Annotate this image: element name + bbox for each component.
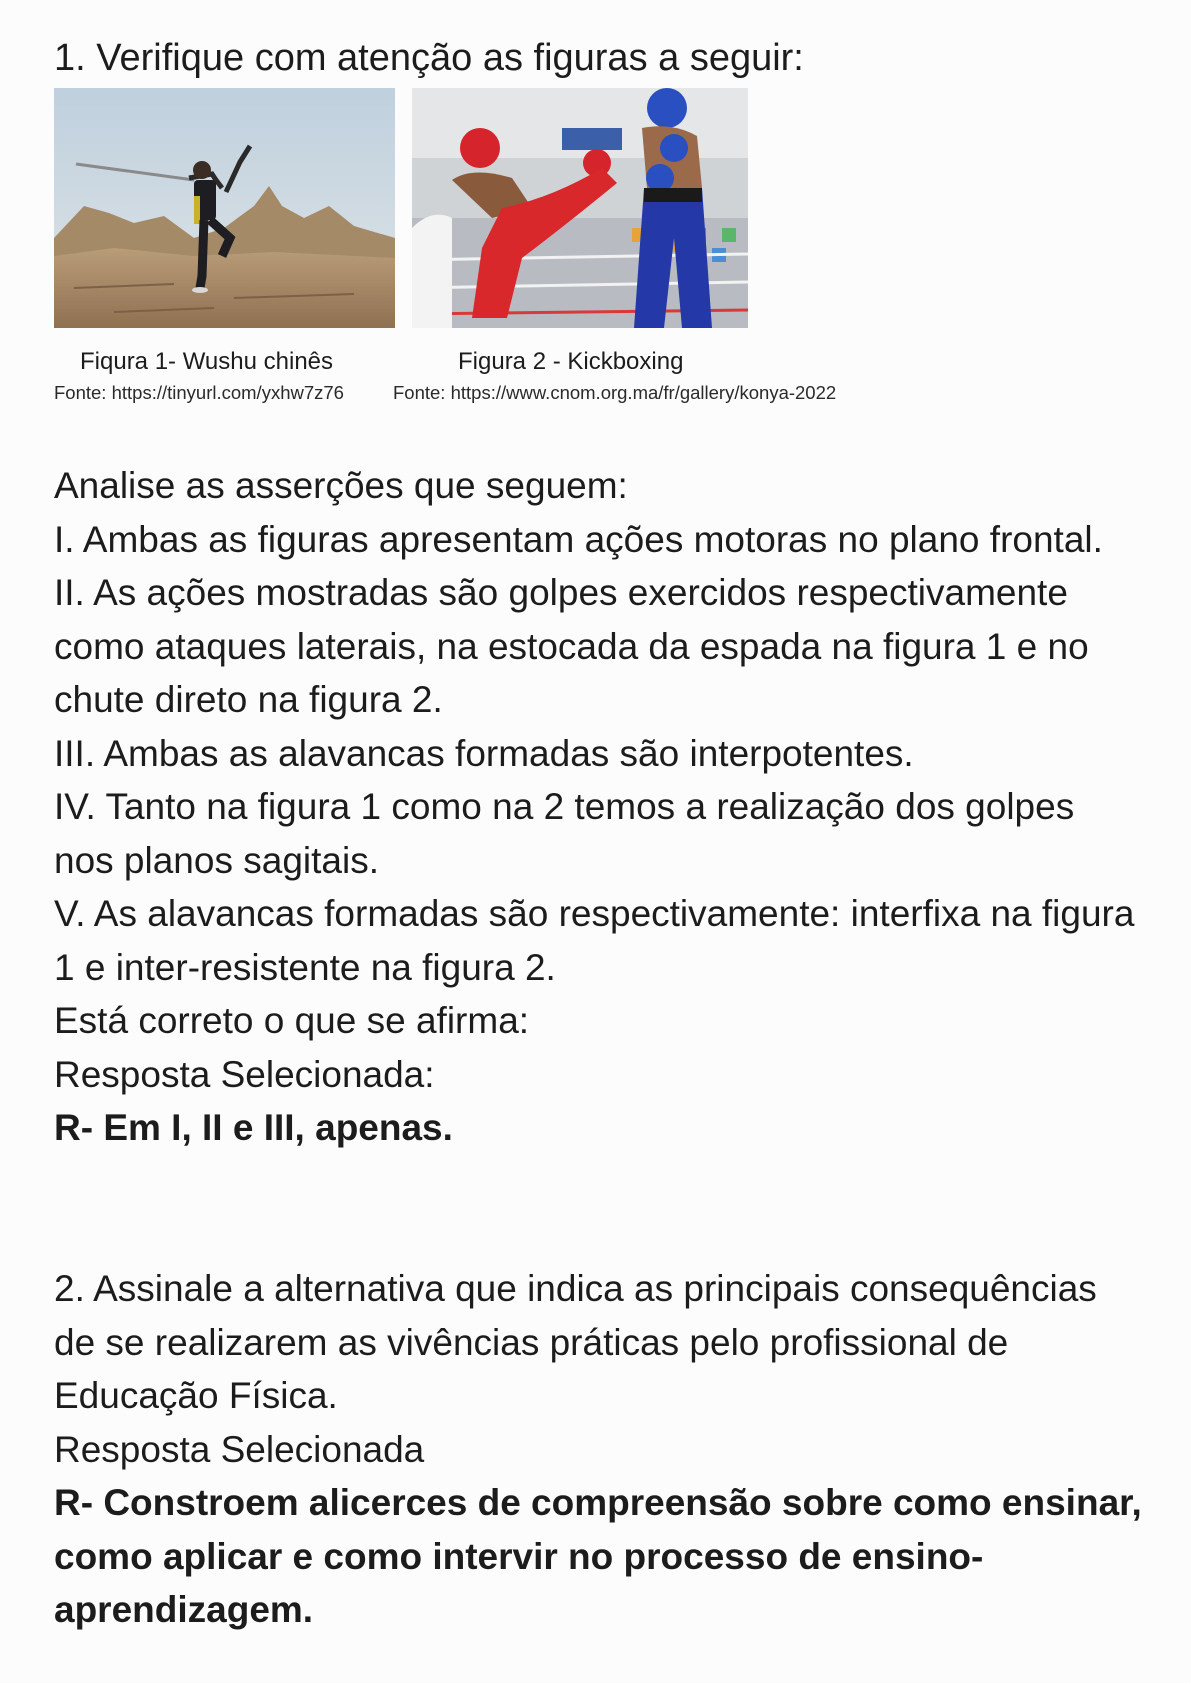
- question-2-text: 2. Assinale a alternativa que indica as principais consequências de se realizarem as vivências práticas pelo profissional de Educação Física.: [54, 1268, 1097, 1416]
- question-1-answer-label: Resposta Selecionada:: [54, 1053, 435, 1095]
- figure-2-source: Fonte: https://www.cnom.org.ma/fr/gallery/konya-2022: [393, 382, 837, 403]
- question-2-answer-label: Resposta Selecionada: [54, 1428, 425, 1470]
- kickboxing-photo-illustration: [412, 88, 748, 328]
- question-2-answer: R- Constroem alicerces de compreensão sobre como ensinar, como aplicar e como intervir no processo de ensino-aprendizagem.: [54, 1482, 1142, 1630]
- question-2-body: [54, 1262, 1144, 1637]
- figure-1-wushu-photo: [54, 88, 395, 328]
- question-1-answer: R- Em I, II e III, apenas.: [54, 1107, 453, 1148]
- figure-2-caption: Figura 2 - Kickboxing: [458, 348, 684, 375]
- assertion-4: IV. Tanto na figura 1 como na 2 temos a realização dos golpes nos planos sagitais.: [54, 786, 1075, 881]
- figure-1-source: Fonte: https://tinyurl.com/yxhw7z76: [54, 382, 344, 403]
- assertion-5: V. As alavancas formadas são respectivamente: interfixa na figura 1 e inter-resistente na figura 2.: [54, 893, 1135, 988]
- wushu-photo-illustration: [54, 88, 395, 328]
- question-1-body: [54, 459, 1144, 1155]
- assertions-intro: Analise as asserções que seguem:: [54, 465, 628, 506]
- assertion-1: I. Ambas as figuras apresentam ações motoras no plano frontal.: [54, 518, 1103, 560]
- assertion-3: III. Ambas as alavancas formadas são interpotentes.: [54, 732, 914, 774]
- question-1-prompt: Está correto o que se afirma:: [54, 1000, 530, 1041]
- figure-1-caption: Fiqura 1- Wushu chinês: [80, 348, 334, 375]
- question-1-title: 1. Verifique com atenção as figuras a seguir:: [54, 37, 804, 79]
- assertion-2: II. As ações mostradas são golpes exercidos respectivamente como ataques laterais, na estocada da espada na figura 1 e no chute direto na figura 2.: [54, 572, 1089, 720]
- figure-2-kickboxing-photo: [412, 88, 748, 328]
